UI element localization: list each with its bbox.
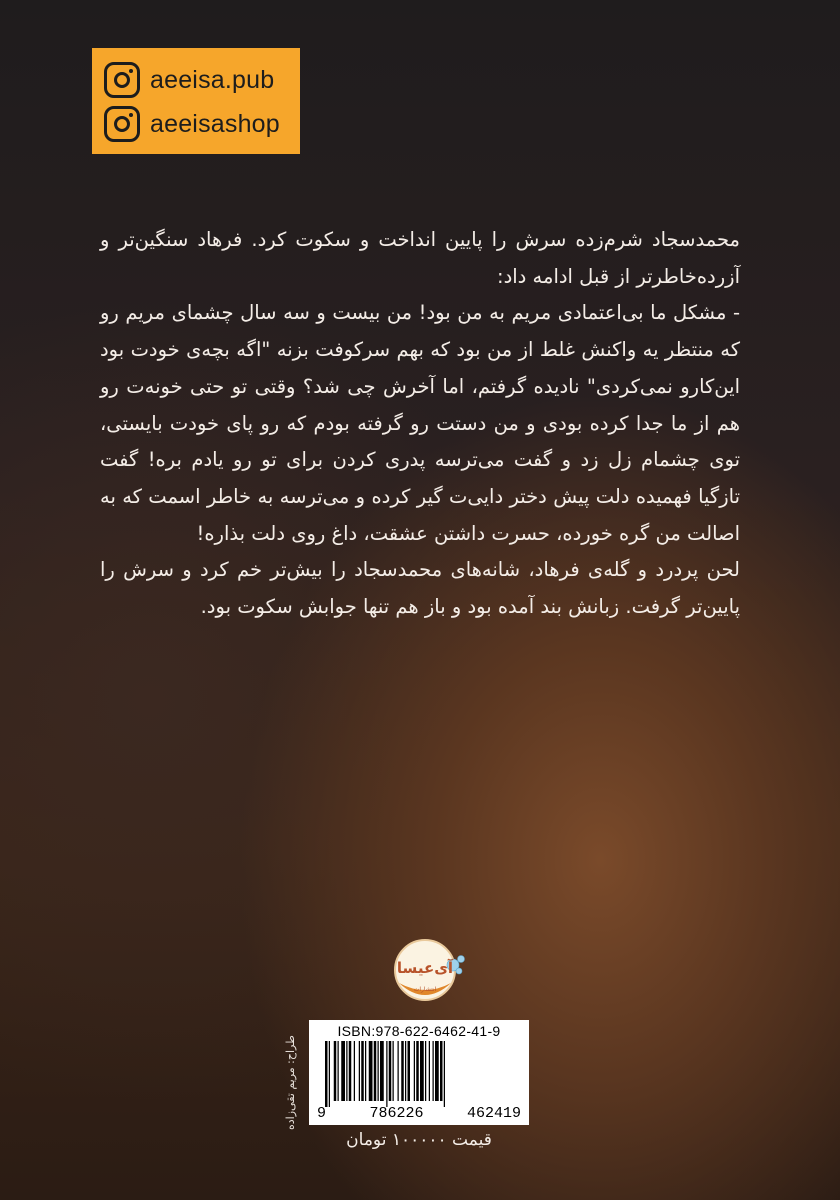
barcode-bar xyxy=(349,1041,352,1101)
barcode-bar xyxy=(386,1041,387,1107)
barcode-bar xyxy=(414,1041,415,1101)
isbn-label: ISBN:978-622-6462-41-9 xyxy=(337,1023,501,1039)
book-excerpt xyxy=(100,222,740,626)
social-row-shop xyxy=(104,102,290,146)
barcode-bar xyxy=(416,1041,419,1101)
instagram-handle-shop: aeeisashop xyxy=(150,109,280,138)
barcode-bar xyxy=(398,1041,399,1101)
barcode-bar xyxy=(329,1041,330,1107)
barcode-bar xyxy=(435,1041,439,1101)
excerpt-paragraph: - مشکل ما بی‌اعتمادی مریم به من بود! من بیست و سه سال چشمای مریم رو که منتظر یه واکنش غلط از من بود که بهم سرکوفت بزنه "اگه بچه‌ی خودت بود این‌کارو نمی‌کردی" نادیده گرفتم، اما آخرش چی شد؟ وقتی تو حتی خونه‌ت رو هم از ما جدا کرده بودی و من دستت رو گرفته بودم که رو پای خودت بایستی، توی چشمام زل زد و گفت می‌ترسه پدری کردن برای تو رو یادم بره! گفت تازگیا فهمیده دلت پیش دختر دایی‌ت گیر کرده و می‌ترسه به خاطر اسمت که به اصالت من گره خورده، حسرت داشتن عشقت، داغ روی دلت بذاره! xyxy=(100,301,740,545)
barcode-bar xyxy=(325,1041,328,1107)
excerpt-paragraph: لحن پردرد و گله‌ی فرهاد، شانه‌های محمدسجاد را بیش‌تر خم کرد و سرش را پایین‌تر گرفت. زبانش بند آمده بود و باز هم تنها جوابش سکوت بود. xyxy=(100,558,740,619)
barcode-bar xyxy=(378,1041,379,1101)
barcode-digit-prefix: 9 xyxy=(317,1105,327,1122)
barcode-bar xyxy=(389,1041,392,1101)
barcode-bars xyxy=(321,1041,517,1107)
barcode-bar xyxy=(354,1041,355,1101)
social-handles-box xyxy=(92,48,300,154)
barcode-digit-right: 462419 xyxy=(466,1105,521,1122)
barcode-bar xyxy=(359,1041,360,1101)
barcode-bar xyxy=(444,1041,445,1107)
instagram-handle-pub: aeeisa.pub xyxy=(150,65,275,94)
barcode-bar xyxy=(361,1041,364,1101)
barcode-bar xyxy=(380,1041,384,1101)
barcode-bar xyxy=(338,1041,339,1101)
barcode-bar xyxy=(393,1041,394,1101)
barcode-bar xyxy=(401,1041,404,1101)
instagram-icon xyxy=(104,106,140,142)
barcode-bar xyxy=(341,1041,345,1101)
barcode-bar xyxy=(405,1041,406,1101)
barcode-bar xyxy=(408,1041,411,1101)
barcode-bar xyxy=(429,1041,430,1101)
barcode-bar xyxy=(374,1041,377,1101)
barcode-digit-left: 786226 xyxy=(369,1105,424,1122)
barcode-digits xyxy=(315,1105,523,1122)
publisher-logo-subtext: انتشارات xyxy=(413,986,437,993)
publisher-logo-text: آی‌عیسا xyxy=(396,959,454,977)
barcode-bar xyxy=(440,1041,443,1101)
barcode-bar xyxy=(369,1041,373,1101)
barcode-bar xyxy=(420,1041,424,1101)
social-row-pub xyxy=(104,58,290,102)
instagram-icon xyxy=(104,62,140,98)
barcode-bar xyxy=(433,1041,434,1101)
barcode-bar xyxy=(365,1041,366,1101)
publisher-logo-icon xyxy=(385,935,480,1005)
price-label: قیمت ۱۰۰۰۰۰ تومان xyxy=(346,1130,492,1150)
designer-credit: طراح: مریم تقی‌زاده xyxy=(284,1035,297,1130)
barcode-bar xyxy=(346,1041,347,1101)
isbn-barcode xyxy=(309,1020,529,1125)
barcode-bar xyxy=(334,1041,337,1101)
excerpt-paragraph: محمدسجاد شرم‌زده سرش را پایین انداخت و سکوت کرد. فرهاد سنگین‌تر و آزرده‌خاطرتر از قبل ادامه داد: xyxy=(100,228,740,288)
barcode-bar xyxy=(425,1041,426,1101)
